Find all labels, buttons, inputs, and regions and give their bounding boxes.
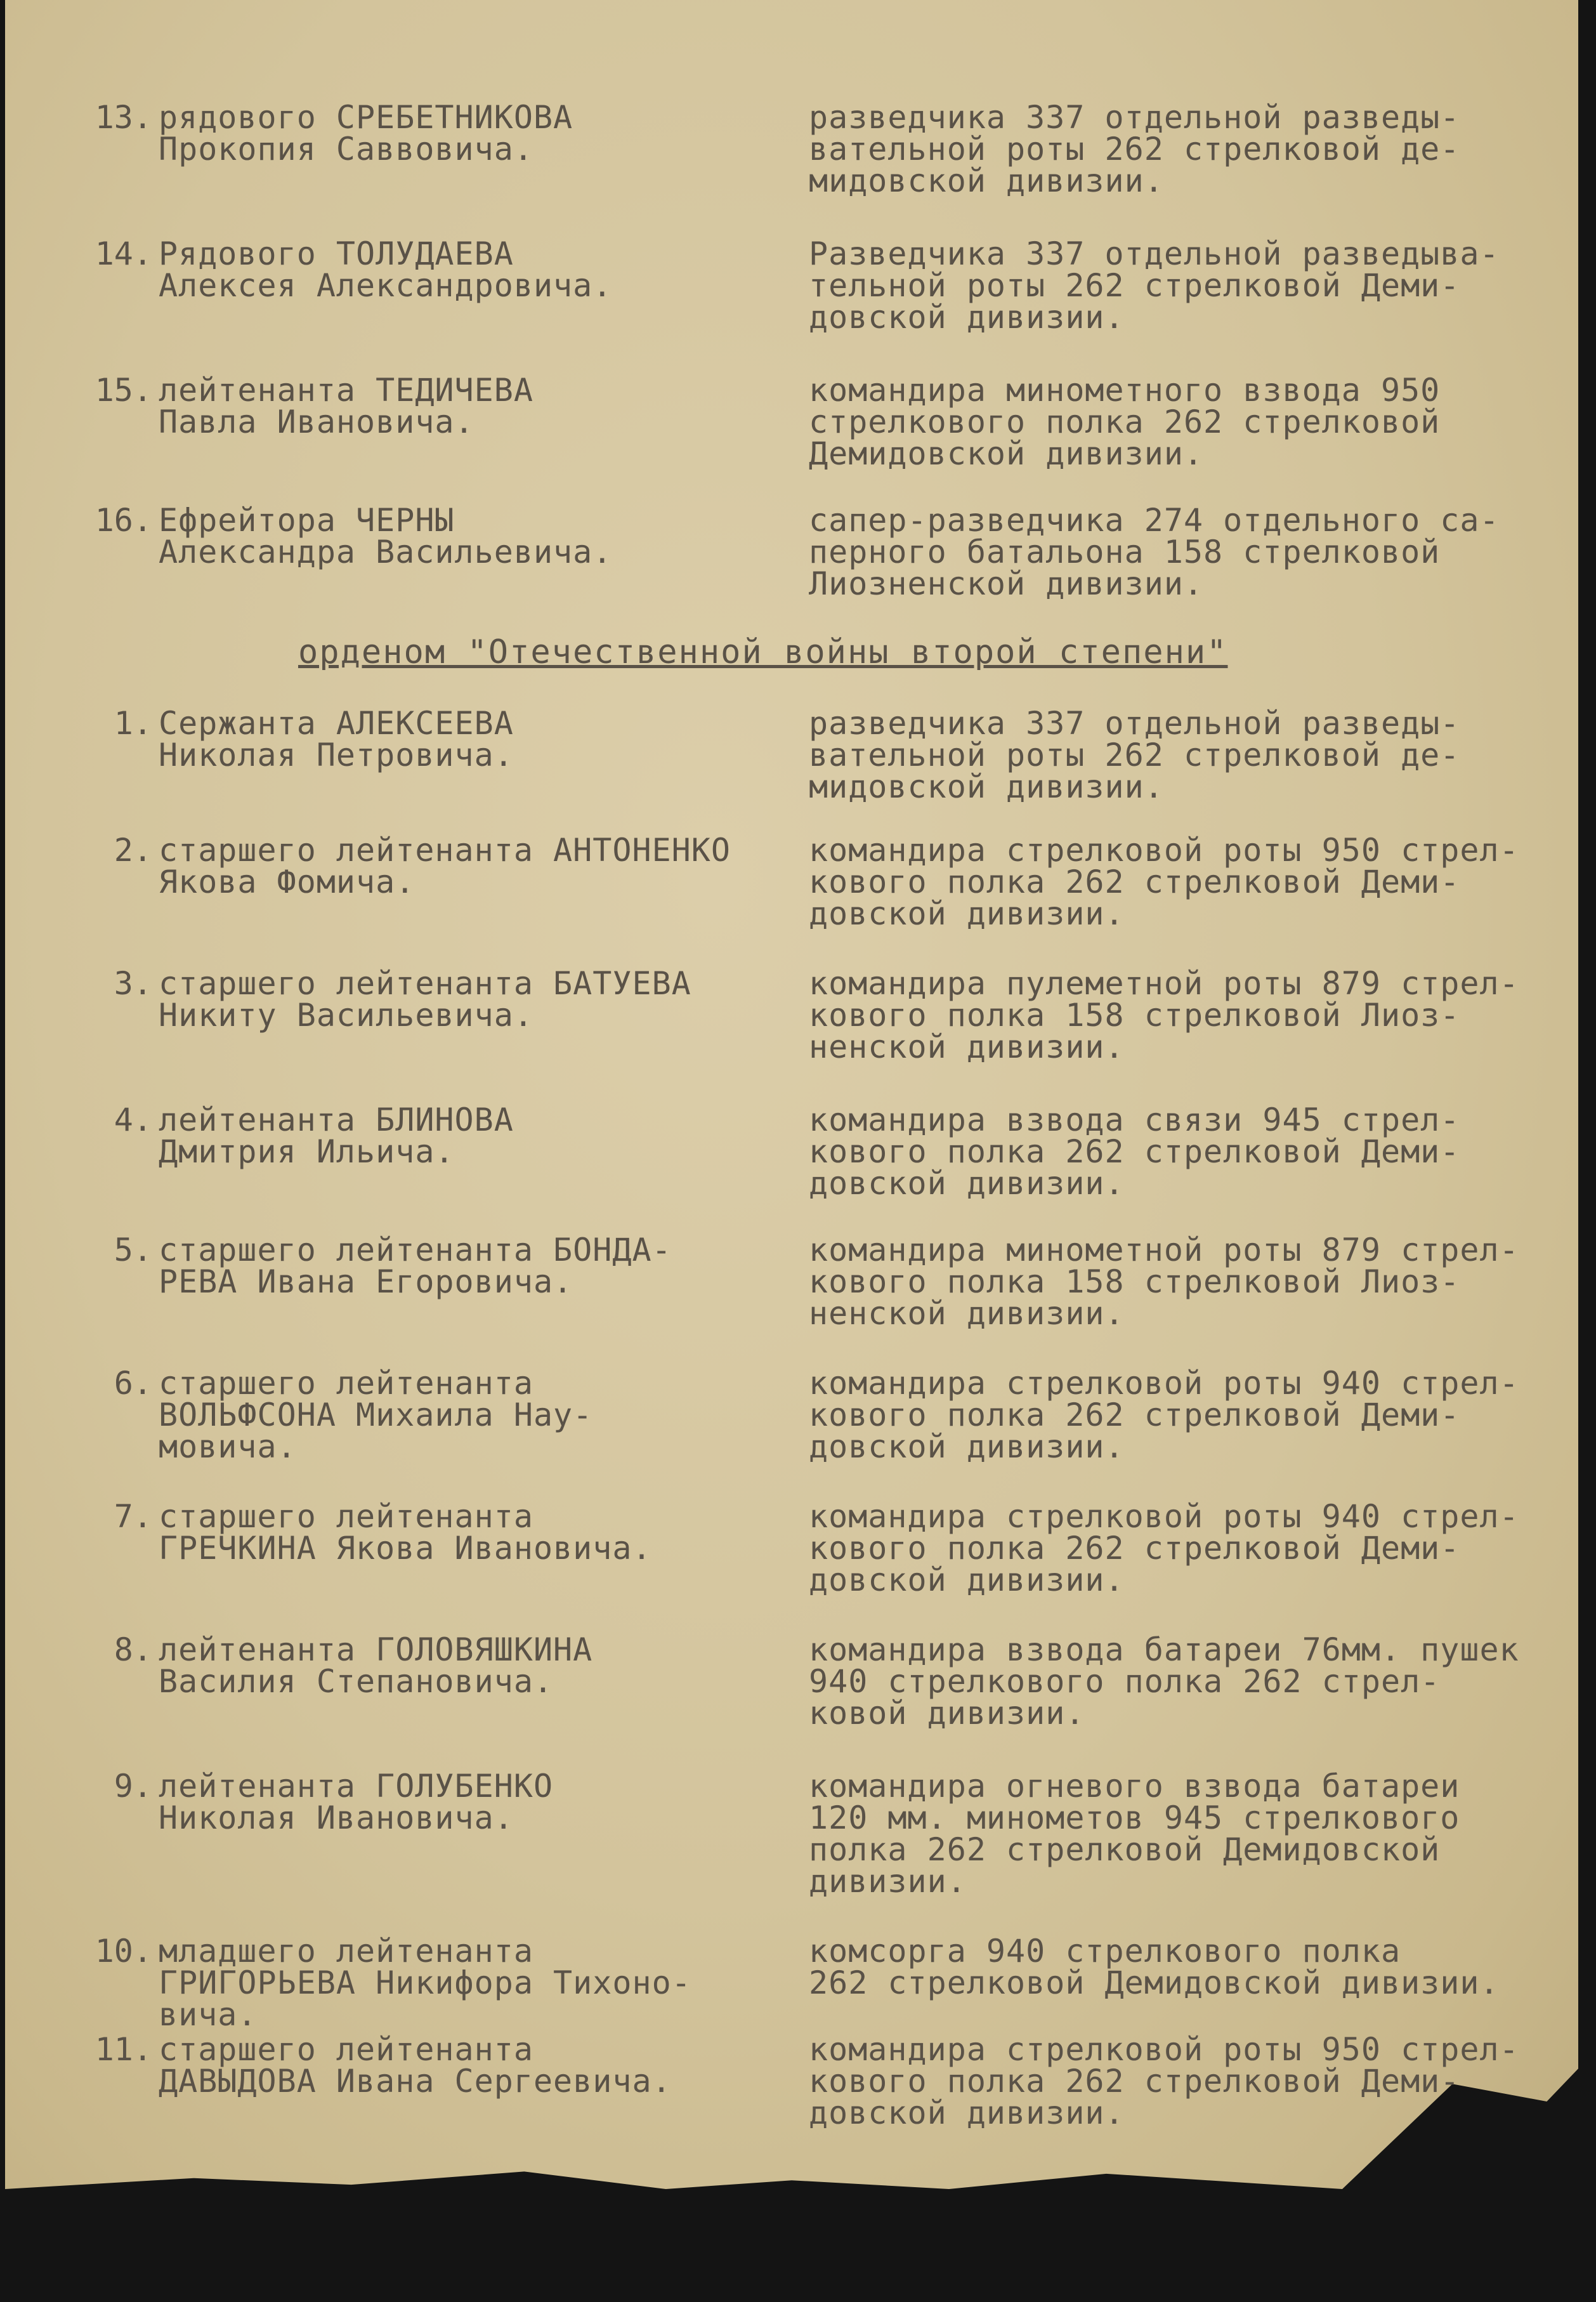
- position-description: командира минометной роты 879 стрел- кового полка 158 стрелковой Лиоз- ненской дивизии.: [809, 1232, 1519, 1332]
- entry-number: 2.: [114, 832, 152, 869]
- entry-number: 8.: [114, 1631, 152, 1668]
- entry-number: 9.: [114, 1768, 152, 1805]
- entry-number: 14.: [95, 235, 152, 272]
- person-name: старшего лейтенанта БАТУЕВА Никиту Васильевича.: [159, 965, 691, 1034]
- person-name: старшего лейтенанта ДАВЫДОВА Ивана Сергеевича.: [159, 2031, 672, 2100]
- position-description: командира минометного взвода 950 стрелкового полка 262 стрелковой Демидовской дивизии.: [809, 372, 1441, 472]
- position-description: командира стрелковой роты 940 стрел- кового полка 262 стрелковой Деми- довской дивизии.: [809, 1498, 1519, 1598]
- entry-number: 13.: [95, 99, 152, 136]
- position-description: командира огневого взвода батареи 120 мм. минометов 945 стрелкового полка 262 стрелковой Демидовской дивизии.: [809, 1768, 1460, 1900]
- entry-number: 11.: [95, 2031, 152, 2068]
- position-description: командира взвода связи 945 стрел- кового полка 262 стрелковой Деми- довской дивизии.: [809, 1102, 1460, 1202]
- person-name: лейтенанта БЛИНОВА Дмитрия Ильича.: [159, 1102, 514, 1170]
- position-description: командира стрелковой роты 950 стрел- кового полка 262 стрелковой Деми- довской дивизии.: [809, 2031, 1519, 2131]
- person-name: лейтенанта ТЕДИЧЕВА Павла Ивановича.: [159, 372, 533, 440]
- position-description: командира взвода батареи 76мм. пушек 940 стрелкового полка 262 стрел- ковой дивизии.: [809, 1631, 1519, 1732]
- position-description: командира стрелковой роты 950 стрел- кового полка 262 стрелковой Деми- довской дивизии.: [809, 832, 1519, 932]
- person-name: старшего лейтенанта БОНДА- РЕВА Ивана Егоровича.: [159, 1232, 672, 1300]
- person-name: младшего лейтенанта ГРИГОРЬЕВА Никифора Тихоно- вича.: [159, 1933, 691, 2033]
- entry-number: 7.: [114, 1498, 152, 1535]
- entry-number: 6.: [114, 1365, 152, 1402]
- person-name: Ефрейтора ЧЕРНЫ Александра Васильевича.: [159, 502, 613, 570]
- person-name: Рядового ТОЛУДАЕВА Алексея Александровича.: [159, 235, 613, 304]
- person-name: Сержанта АЛЕКСЕЕВА Николая Петровича.: [159, 705, 514, 773]
- position-description: комсорга 940 стрелкового полка 262 стрелковой Демидовской дивизии.: [809, 1933, 1500, 2001]
- person-name: рядового СРЕБЕТНИКОВА Прокопия Саввовича.: [159, 99, 573, 168]
- entry-number: 15.: [95, 372, 152, 409]
- position-description: разведчика 337 отдельной разведы- вательной роты 262 стрелковой де- мидовской дивизии.: [809, 705, 1460, 805]
- person-name: старшего лейтенанта ГРЕЧКИНА Якова Ивановича.: [159, 1498, 652, 1567]
- position-description: Разведчика 337 отдельной разведыва- тельной роты 262 стрелковой Деми- довской дивизии.: [809, 235, 1500, 336]
- person-name: лейтенанта ГОЛУБЕНКО Николая Ивановича.: [159, 1768, 554, 1836]
- person-name: старшего лейтенанта АНТОНЕНКО Якова Фомича.: [159, 832, 731, 900]
- section-heading: орденом "Отечественной войны второй степени": [298, 633, 1228, 671]
- position-description: разведчика 337 отдельной разведы- вательной роты 262 стрелковой де- мидовской дивизии.: [809, 99, 1460, 199]
- position-description: командира пулеметной роты 879 стрел- кового полка 158 стрелковой Лиоз- ненской дивизии.: [809, 965, 1519, 1065]
- entry-number: 4.: [114, 1102, 152, 1138]
- person-name: старшего лейтенанта ВОЛЬФСОНА Михаила Нау- мовича.: [159, 1365, 593, 1465]
- entry-number: 5.: [114, 1232, 152, 1268]
- entry-number: 1.: [114, 705, 152, 742]
- person-name: лейтенанта ГОЛОВЯШКИНА Василия Степановича.: [159, 1631, 593, 1700]
- position-description: сапер-разведчика 274 отдельного са- перного батальона 158 стрелковой Лиозненской дивизии.: [809, 502, 1500, 602]
- entry-number: 16.: [95, 502, 152, 539]
- entry-number: 10.: [95, 1933, 152, 1970]
- position-description: командира стрелковой роты 940 стрел- кового полка 262 стрелковой Деми- довской дивизии.: [809, 1365, 1519, 1465]
- entry-number: 3.: [114, 965, 152, 1002]
